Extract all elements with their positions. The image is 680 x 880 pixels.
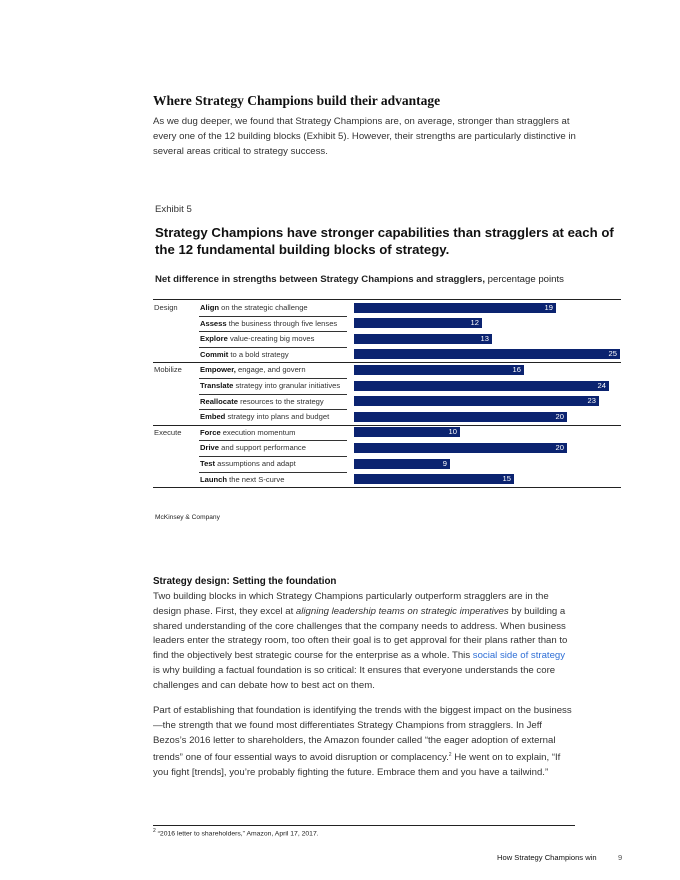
row-label-rest: the business through five lenses (226, 318, 338, 328)
row-label-rest: and support performance (219, 443, 306, 453)
bar-value-label: 12 (470, 318, 479, 328)
row-label-rest: value-creating big moves (227, 334, 315, 344)
row-divider (199, 440, 347, 441)
bar (354, 474, 514, 484)
row-label-rest: strategy into granular initiatives (233, 381, 341, 390)
bar-value-label: 15 (502, 474, 511, 484)
row-label-bold: Force (200, 427, 221, 437)
p1-text-a: Two building blocks in which Strategy Champions particularly outperform stragglers are in the design phase. First, they excel at (153, 591, 549, 617)
p2-text-b: He went on to explain, “If you fight [trends], you’re probably fighting the future. Embrace them and you have a tailwind.” (153, 752, 561, 779)
footnote-rule (153, 825, 575, 826)
row-label-rest: the next S-curve (227, 474, 285, 484)
row-label-rest: execution momentum (220, 427, 296, 437)
row-label-bold: Commit (200, 349, 229, 359)
row-divider (199, 472, 347, 473)
bar-value-label: 13 (480, 333, 489, 343)
body-paragraph-2 (153, 704, 573, 781)
section-heading: Where Strategy Champions build their advantage (153, 93, 441, 108)
bar (354, 334, 492, 344)
row-label-bold: Reallocate (200, 396, 238, 406)
body-paragraph-1 (153, 590, 573, 694)
bar-value-label: 24 (597, 380, 606, 390)
bar-value-label: 23 (587, 396, 596, 406)
footnote-number: 2 (153, 828, 156, 834)
row-label-rest: assumptions and adapt (215, 459, 296, 468)
row-label-bold: Empower, (200, 365, 236, 375)
bar (354, 318, 482, 328)
p1-text-b: by building a shared understanding of the core challenges that the company needs to address. When business leaders enter the strategy room, too often their goal is to get approval for their plans rather than to find the objectively best strategic course for the enterprise as a whole. This (153, 605, 568, 662)
chart-subtitle (155, 274, 564, 285)
bar (354, 365, 524, 375)
row-label (200, 350, 289, 359)
row-divider (199, 331, 347, 332)
row-label-rest: on the strategic challenge (218, 303, 308, 312)
chart-top-rule (153, 299, 621, 300)
row-label-bold: Embed (200, 412, 226, 422)
row-divider (199, 347, 347, 348)
row-label (200, 334, 314, 343)
social-side-link[interactable]: social side of strategy (472, 650, 566, 662)
row-label-bold: Drive (200, 443, 219, 453)
p1-text-c: is why building a factual foundation is so critical: It ensures that everyone understands the core challenges and can debate how to best act on them. (153, 664, 556, 691)
bar-value-label: 19 (544, 302, 553, 312)
row-label (200, 365, 306, 374)
row-label-bold: Translate (200, 381, 234, 390)
row-divider (199, 409, 347, 410)
footer-title: How Strategy Champions win (497, 853, 597, 862)
exhibit-title: Strategy Champions have stronger capabilities than stragglers at each of the 12 fundamental building blocks of strategy. (155, 225, 614, 257)
bar (354, 459, 450, 469)
row-label (200, 428, 295, 437)
footnote-text: “2016 letter to shareholders,” Amazon, April 17, 2017. (157, 830, 319, 838)
row-label (200, 381, 340, 390)
row-label-bold: Launch (200, 474, 228, 484)
group-label-execute: Execute (154, 427, 182, 437)
row-label-rest: to a bold strategy (228, 349, 289, 359)
bar-value-label: 10 (448, 427, 457, 437)
chart-bottom-rule (153, 487, 621, 488)
row-label (200, 303, 308, 312)
p2-text-a: Part of establishing that foundation is identifying the trends with the biggest impact on the business—the strength that we found most differentiates Strategy Champions from stragglers. In Jeff Bezos’s 2016 letter to shareholders, the Amazon founder called “the eager adoption of external trends” one of four essential ways to avoid disruption or complacency. (153, 705, 572, 764)
row-label (200, 397, 324, 406)
exhibit-label: Exhibit 5 (155, 204, 192, 215)
bar (354, 303, 556, 313)
footnote-ref[interactable]: 2 (448, 752, 452, 759)
footnote (153, 828, 319, 837)
bar (354, 349, 620, 359)
bar-value-label: 20 (555, 411, 564, 421)
row-label-rest: engage, and govern (235, 365, 306, 375)
row-label-rest: resources to the strategy (238, 396, 324, 406)
group-divider (153, 425, 621, 426)
bar-value-label: 16 (512, 364, 521, 374)
chart-subtitle-bold: Net difference in strengths between Strategy Champions and stragglers, (155, 274, 485, 285)
row-divider (199, 378, 347, 379)
row-label-bold: Assess (200, 318, 227, 328)
row-label (200, 459, 296, 468)
row-divider (199, 456, 347, 457)
bar-value-label: 20 (555, 442, 564, 452)
row-label (200, 412, 329, 421)
row-divider (199, 394, 347, 395)
p1-italic: aligning leadership teams on strategic imperatives (295, 605, 509, 617)
intro-paragraph: As we dug deeper, we found that Strategy Champions are, on average, stronger than stragglers at every one of the 12 building blocks (Exhibit 5). However, their strengths are particularly distinctive in several areas critical to strategy success. (153, 116, 576, 157)
row-divider (199, 316, 347, 317)
row-label (200, 475, 284, 484)
row-label (200, 443, 306, 452)
bar (354, 427, 460, 437)
bar (354, 381, 609, 391)
chart-source: McKinsey & Company (155, 514, 220, 521)
row-label (200, 319, 337, 328)
group-divider (153, 362, 621, 363)
row-label-bold: Test (200, 459, 216, 468)
bar (354, 396, 599, 406)
row-label-bold: Align (200, 303, 219, 312)
row-label-bold: Explore (200, 334, 228, 344)
group-label-mobilize: Mobilize (154, 365, 182, 375)
subsection-heading: Strategy design: Setting the foundation (153, 576, 337, 587)
group-label-design: Design (154, 303, 178, 312)
bar-value-label: 9 (442, 458, 447, 468)
page-number: 9 (618, 853, 623, 862)
bar (354, 443, 567, 453)
bar-value-label: 25 (608, 349, 617, 359)
chart-subtitle-unit: percentage points (485, 274, 564, 285)
row-label-rest: strategy into plans and budget (225, 412, 330, 422)
bar (354, 412, 567, 422)
